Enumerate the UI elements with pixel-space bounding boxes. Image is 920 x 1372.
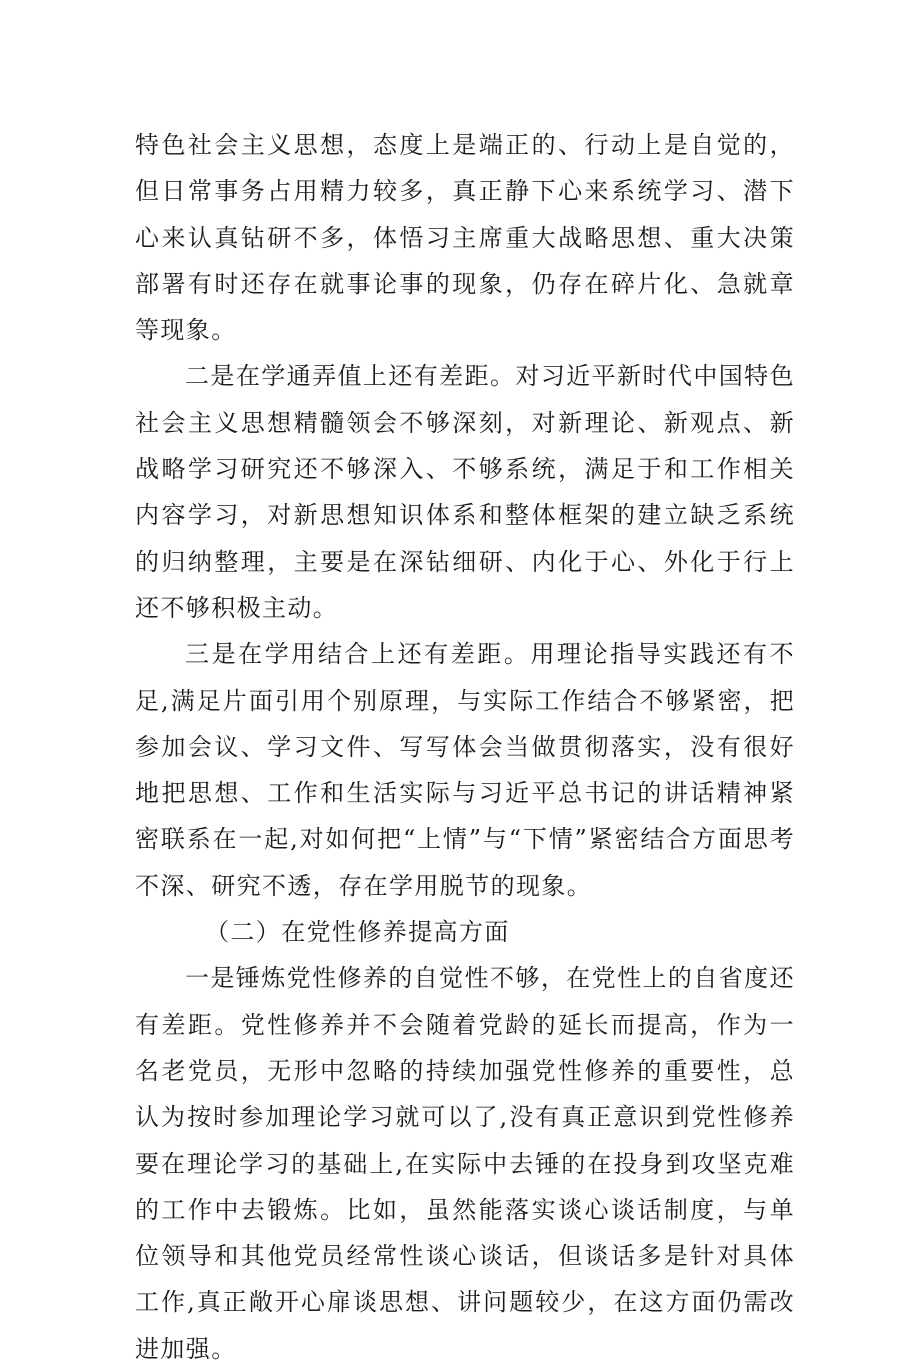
paragraph-continuation: 特色社会主义思想，态度上是端正的、行动上是自觉的，但日常事务占用精力较多，真正静下心来系统学习、潜下心来认真钻研不多，体悟习主席重大战略思想、重大决策部署有时还存在就事论事的现象，仍存在碎片化、急就章等现象。 [135, 131, 795, 345]
paragraph-point-three: 三是在学用结合上还有差距。用理论指导实践还有不足,满足片面引用个别原理，与实际工作结合不够紧密，把参加会议、学习文件、写写体会当做贯彻落实，没有很好地把思想、工作和生活实际与习近平总书记的讲话精神紧密联系在一起,对如何把“上情”与“下情”紧密结合方面思考不深、研究不透，存在学用脱节的现象。 [135, 640, 795, 900]
paragraph-point-two: 二是在学通弄值上还有差距。对习近平新时代中国特色社会主义思想精髓领会不够深刻，对新理论、新观点、新战略学习研究还不够深入、不够系统，满足于和工作相关内容学习，对新思想知识体系和整体框架的建立缺乏系统的归纳整理，主要是在深钻细研、内化于心、外化于行上还不够积极主动。 [135, 362, 795, 622]
paragraph-point-one: 一是锤炼党性修养的自觉性不够，在党性上的自省度还有差距。党性修养并不会随着党龄的延长而提高，作为一名老党员，无形中忽略的持续加强党性修养的重要性，总认为按时参加理论学习就可以了,没有真正意识到党性修养要在理论学习的基础上,在实际中去锤的在投身到攻坚克难的工作中去锻炼。比如，虽然能落实谈心谈话制度，与单位领导和其他党员经常性谈心谈话，但谈话多是针对具体工作,真正敞开心扉谈思想、讲问题较少，在这方面仍需改进加强。 [135, 964, 795, 1363]
document-body [135, 122, 795, 1372]
section-heading: （二）在党性修养提高方面 [205, 918, 510, 947]
